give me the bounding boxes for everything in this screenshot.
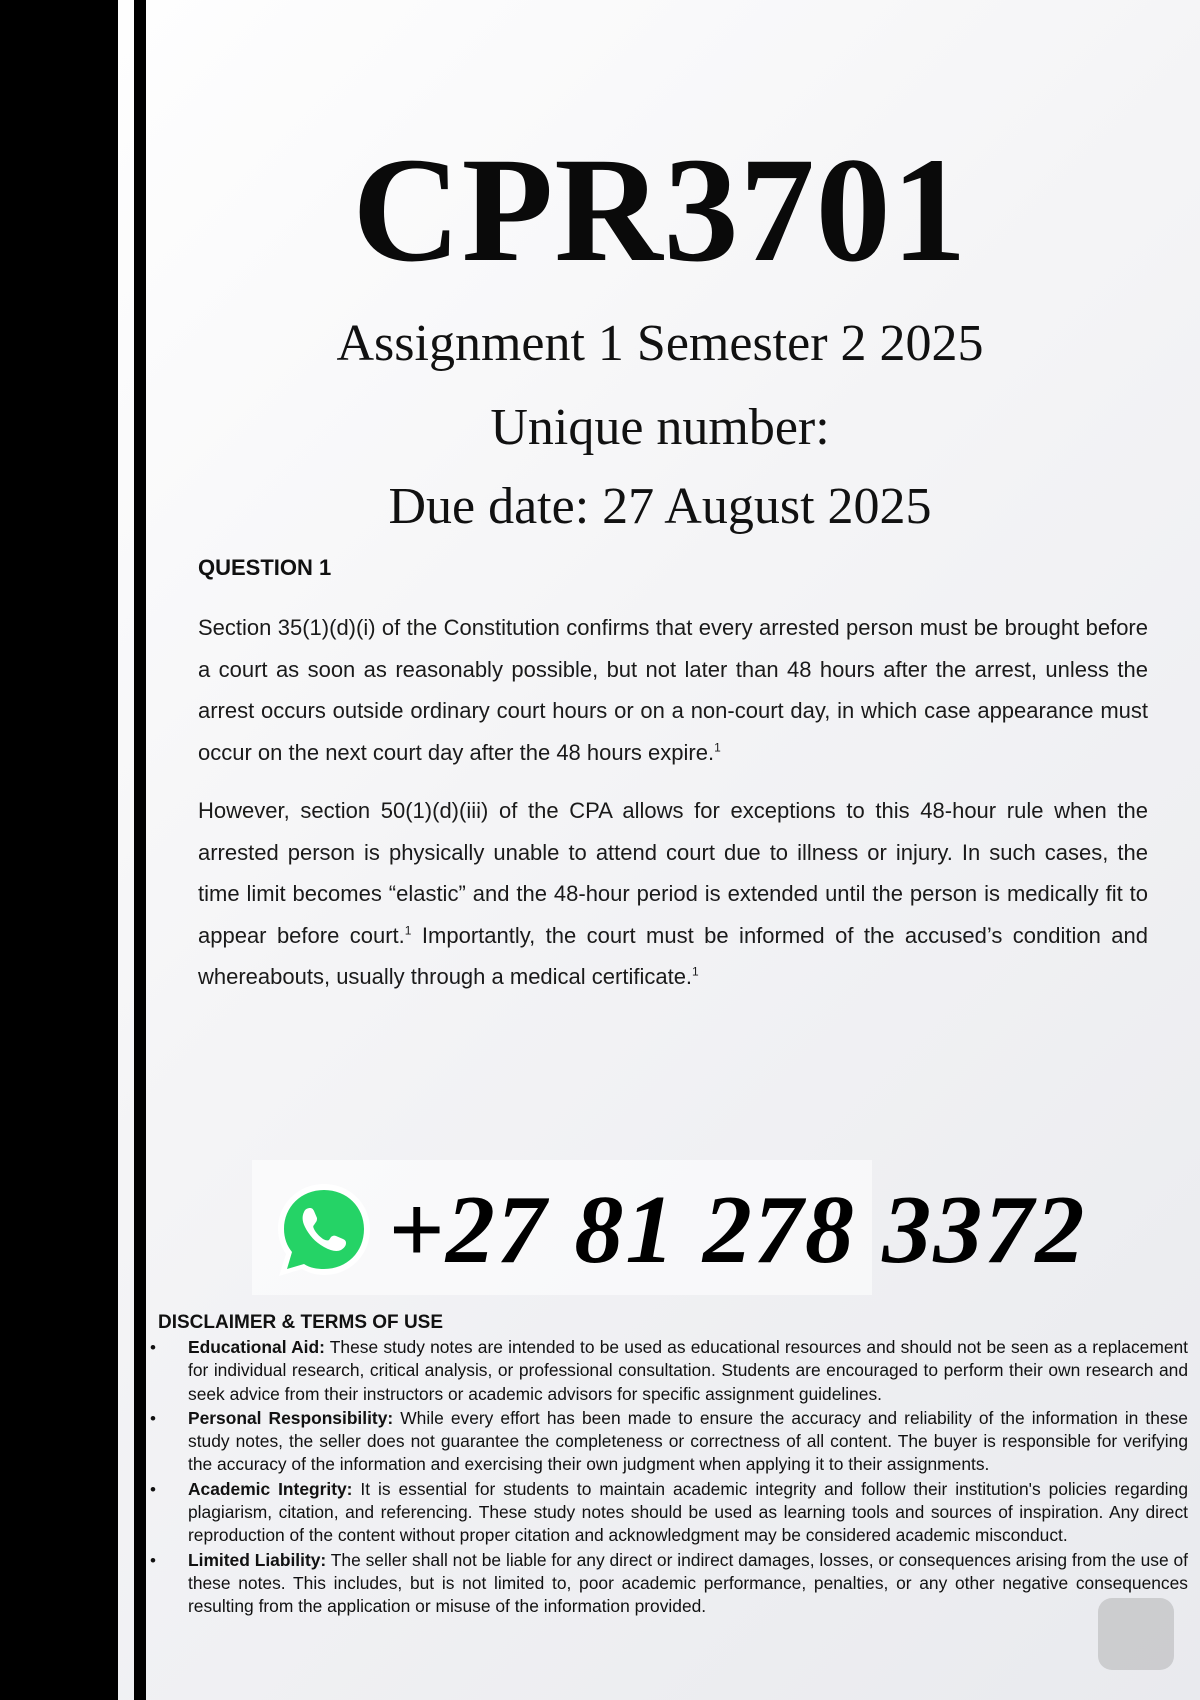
due-date-heading: Due date: 27 August 2025 <box>388 478 932 535</box>
disclaimer-item-label: Limited Liability: <box>188 1549 327 1570</box>
left-black-bar <box>0 0 118 1700</box>
disclaimer-title: DISCLAIMER & TERMS OF USE <box>158 1312 444 1333</box>
disclaimer-item-text: These study notes are intended to be used as educational resources and should not be seen as a replacement for individual research, critical analysis, or professional consultation. Students are encouraged to perform their own research and seek advice from their instructors or academic advisors for specific assignment guidelines. <box>188 1337 1188 1404</box>
unique-number-heading: Unique number: <box>490 399 830 456</box>
course-code-title: CPR3701 <box>352 127 968 293</box>
paragraph-2-text-b: Importantly, the court must be informed of the accused’s condition and whereabouts, usually through a medical certificate. <box>198 922 1148 989</box>
bullet-icon: • <box>150 1550 156 1570</box>
question-paragraph-2 <box>198 790 1148 998</box>
corner-badge[interactable] <box>1098 1598 1174 1670</box>
list-item <box>150 1549 1188 1619</box>
paragraph-1-text: Section 35(1)(d)(i) of the Constitution confirms that every arrested person must be brought before a court as soon as reasonably possible, but not later than 48 hours after the arrest, unless the arrest occurs outside ordinary court hours or on a non-court day, in which case appearance must occur on the next court day after the 48 hours expire. <box>198 615 1148 765</box>
disclaimer-item-label: Personal Responsibility: <box>188 1407 394 1428</box>
paragraph-2-text-a: However, section 50(1)(d)(iii) of the CPA allows for exceptions to this 48-hour rule when the arrested person is physically unable to attend court due to illness or injury. In such cases, the time limit becomes “elastic” and the 48-hour period is extended until the person is medically fit to appear before court. <box>198 798 1148 948</box>
left-thin-bar <box>134 0 146 1700</box>
phone-number[interactable]: +27 81 278 3372 <box>388 1176 1087 1284</box>
list-item <box>150 1478 1188 1548</box>
disclaimer-item-label: Academic Integrity: <box>188 1478 353 1499</box>
bullet-icon: • <box>150 1479 156 1499</box>
assignment-heading: Assignment 1 Semester 2 2025 <box>336 315 984 372</box>
footnote-ref[interactable]: 1 <box>404 923 412 938</box>
footnote-ref[interactable]: 1 <box>692 964 699 979</box>
disclaimer-list <box>150 1336 1188 1620</box>
footnote-ref[interactable]: 1 <box>714 740 721 755</box>
disclaimer-item-text: It is essential for students to maintain academic integrity and follow their institution's policies regarding plagiarism, citation, and referencing. These study notes should be used as learning tools and sources of inspiration. Any direct reproduction of the content without proper citation and acknowledgment may be considered academic misconduct. <box>188 1478 1188 1546</box>
bullet-icon: • <box>150 1408 156 1428</box>
bullet-icon: • <box>150 1338 156 1357</box>
disclaimer-item-label: Educational Aid: <box>188 1337 325 1357</box>
whatsapp-icon[interactable] <box>274 1180 374 1280</box>
disclaimer-item-text: The seller shall not be liable for any direct or indirect damages, losses, or consequences arising from the use of these notes. This includes, but is not limited to, poor academic performance, penalties, or any other negative consequences resulting from the application or misuse of the information provided. <box>188 1549 1189 1617</box>
disclaimer-item-text: While every effort has been made to ensure the accuracy and reliability of the information in these study notes, the seller does not guarantee the completeness or correctness of all content. The buyer is responsible for verifying the accuracy of the information and exercising their own judgment when applying it to their assignments. <box>188 1407 1188 1475</box>
question-paragraph-1 <box>198 607 1148 773</box>
list-item <box>150 1336 1188 1406</box>
question-title: QUESTION 1 <box>198 555 332 580</box>
list-item <box>150 1407 1188 1477</box>
